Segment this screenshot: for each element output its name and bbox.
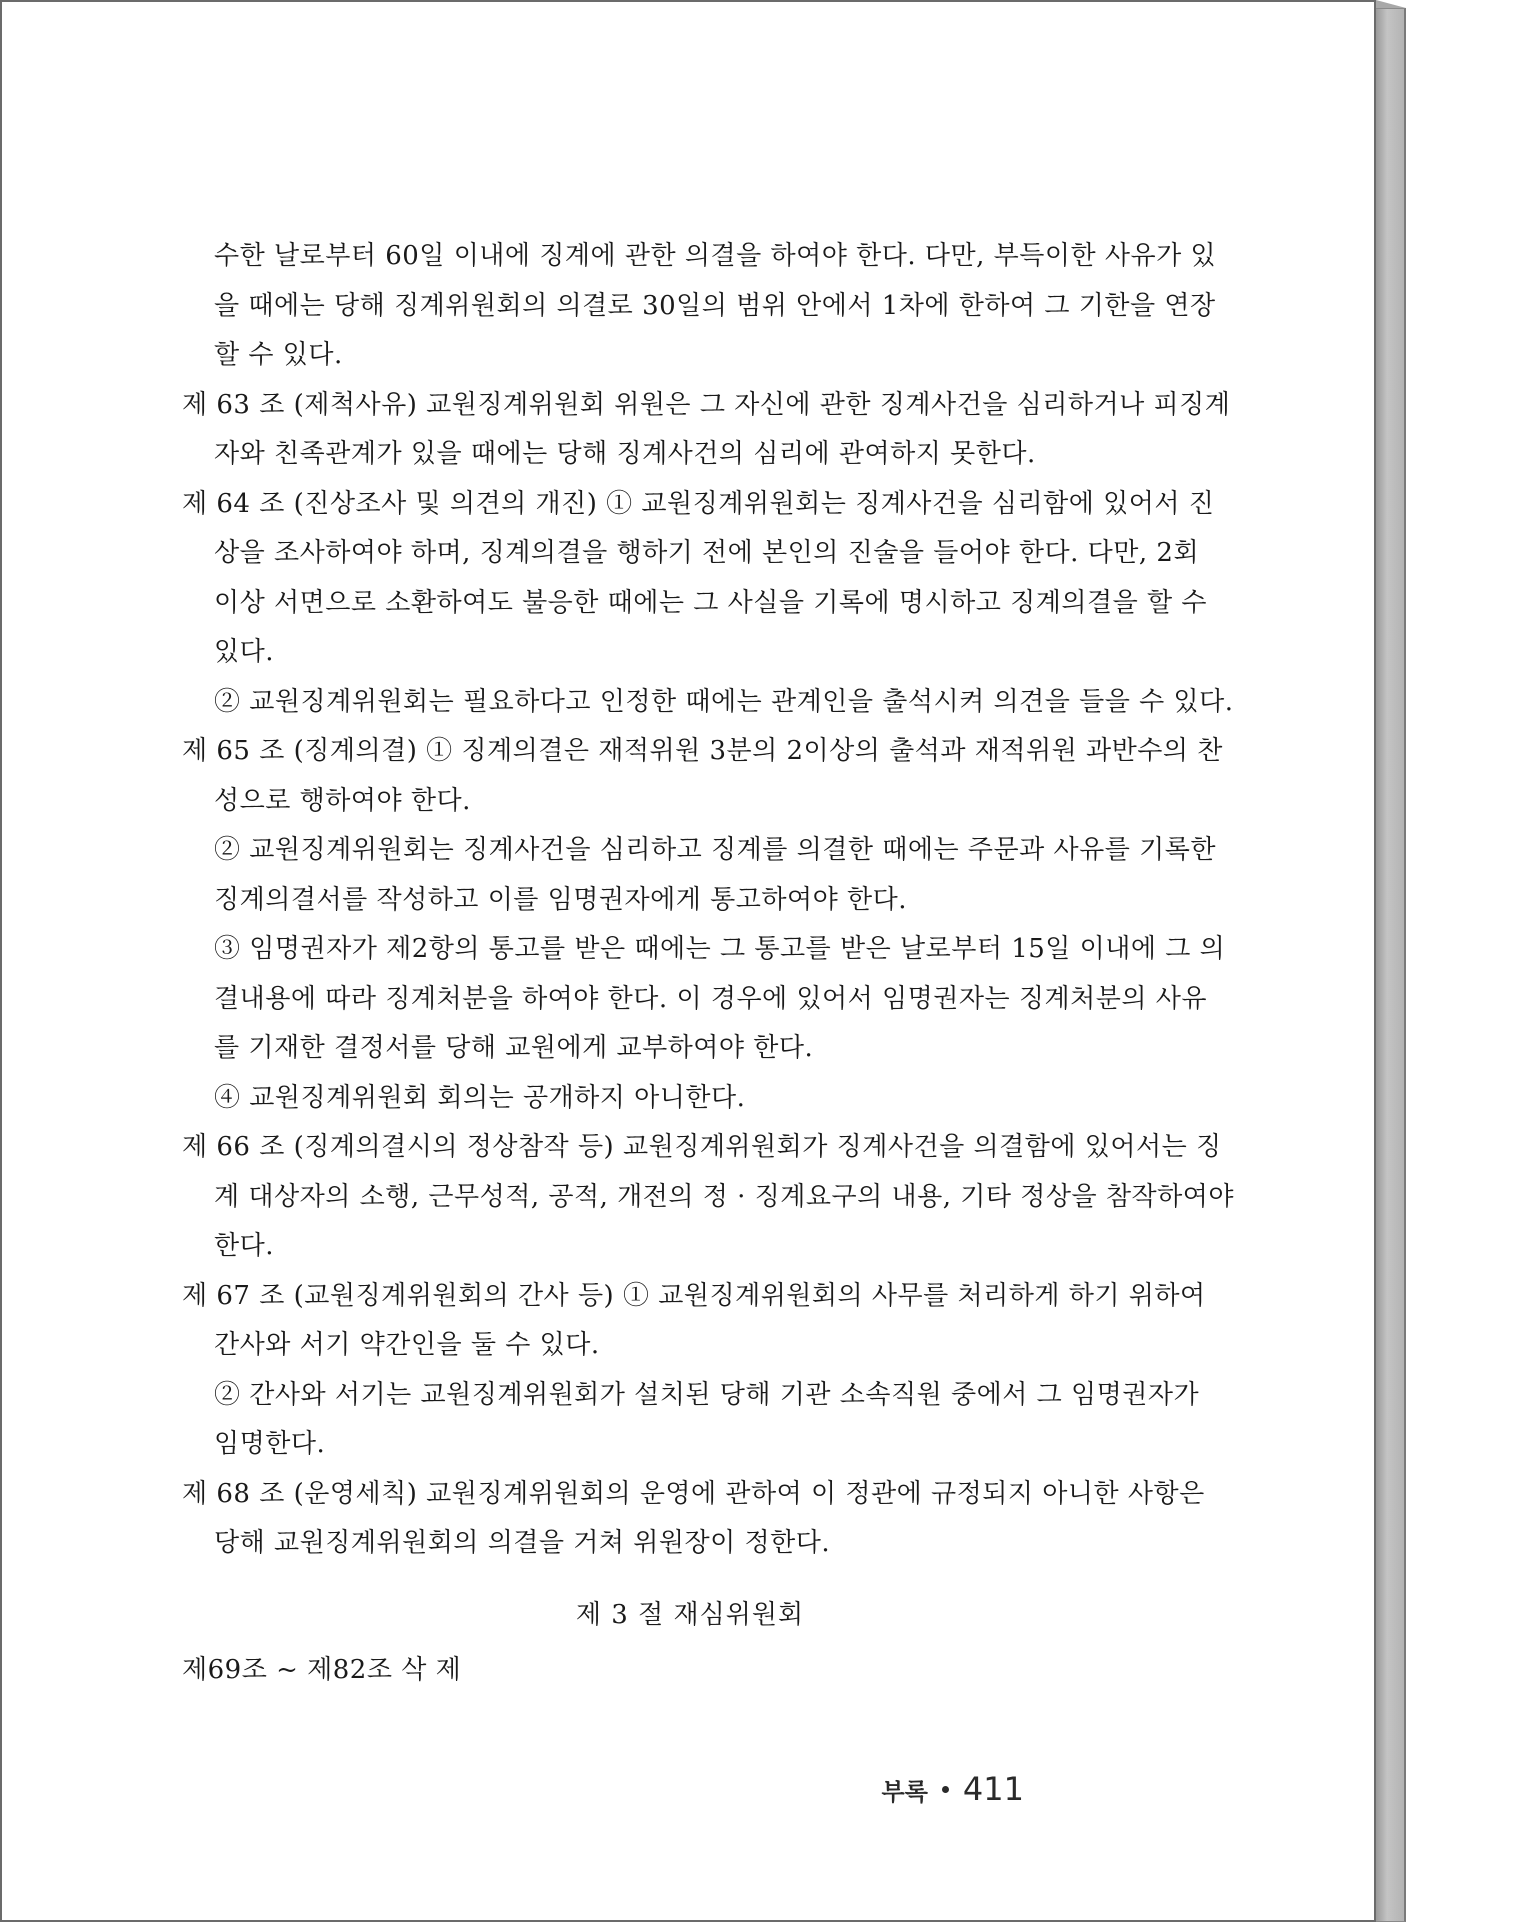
text-line: 을 때에는 당해 징계위원회의 의결로 30일의 범위 안에서 1차에 한하여 그 기한을 연장 [214, 290, 1216, 321]
text-line: 이상 서면으로 소환하여도 불응한 때에는 그 사실을 기록에 명시하고 징계의결을 할 수 [214, 587, 1207, 618]
paragraph [182, 232, 1217, 381]
text-line: 제 64 조 (진상조사 및 의견의 개진) ① 교원징계위원회는 징계사건을 심리함에 있어서 진 [182, 488, 1215, 519]
paragraph [182, 727, 1223, 826]
text-line: 성으로 행하여야 한다. [214, 785, 471, 816]
deleted-articles-note: 제69조 ~ 제82조 삭 제 [182, 1655, 462, 1685]
text-line: 임명한다. [214, 1429, 326, 1459]
text-line: ④ 교원징계위원회 회의는 공개하지 아니한다. [214, 1082, 746, 1113]
text-line: 제 67 조 (교원징계위원회의 간사 등) ① 교원징계위원회의 사무를 처리하게 하기 위하여 [182, 1280, 1206, 1311]
page-number: 411 [962, 1770, 1024, 1808]
text-line: 상을 조사하여야 하며, 징계의결을 행하기 전에 본인의 진술을 들어야 한다. 다만, 2회 [214, 538, 1200, 568]
page-footer [882, 1770, 1024, 1808]
paragraph [182, 678, 1234, 728]
paragraph [182, 1272, 1206, 1371]
text-line: 결내용에 따라 징계처분을 하여야 한다. 이 경우에 있어서 임명권자는 징계처분의 사유 [214, 983, 1207, 1014]
text-line: 있다. [214, 637, 274, 667]
paragraph [182, 480, 1215, 678]
text-line: ② 교원징계위원회는 징계사건을 심리하고 징계를 의결한 때에는 주문과 사유를 기록한 [214, 835, 1216, 865]
text-line: 한다. [214, 1231, 274, 1261]
page-edge-top [1376, 0, 1406, 8]
text-line: 를 기재한 결정서를 당해 교원에게 교부하여야 한다. [214, 1033, 814, 1063]
paragraph [182, 1074, 1172, 1124]
paragraph [182, 1123, 1234, 1272]
text-line: 제 66 조 (징계의결시의 정상참작 등) 교원징계위원회가 징계사건을 의결함에 있어서는 징 [182, 1132, 1222, 1162]
text-line: 징계의결서를 작성하고 이를 임명권자에게 통고하여야 한다. [214, 884, 907, 915]
text-line: 수한 날로부터 60일 이내에 징계에 관한 의결을 하여야 한다. 다만, 부득이한 사유가 있 [214, 241, 1217, 271]
text-line: 간사와 서기 약간인을 둘 수 있다. [214, 1330, 600, 1360]
paragraph [182, 381, 1231, 480]
text-line: 당해 교원징계위원회의 의결을 거쳐 위원장이 정한다. [214, 1528, 831, 1558]
document-body [182, 232, 1234, 1569]
text-line: ② 간사와 서기는 교원징계위원회가 설치된 당해 기관 소속직원 중에서 그 임명권자가 [214, 1379, 1200, 1410]
footer-label: 부록 [881, 1777, 928, 1806]
text-line: ③ 임명권자가 제2항의 통고를 받은 때에는 그 통고를 받은 날로부터 15일 이내에 그 의 [214, 934, 1226, 964]
text-line: ② 교원징계위원회는 필요하다고 인정한 때에는 관계인을 출석시켜 의견을 들을 수 있다. [214, 686, 1234, 717]
text-line: 계 대상자의 소행, 근무성적, 공적, 개전의 정 · 징계요구의 내용, 기타 정상을 참작하여야 [214, 1181, 1234, 1212]
text-line: 제 65 조 (징계의결) ① 징계의결은 재적위원 3분의 2이상의 출석과 재적위원 과반수의 찬 [182, 736, 1223, 766]
paragraph [182, 826, 1216, 925]
section-title: 제 3 절 재심위원회 [575, 1600, 805, 1630]
text-line: 자와 친족관계가 있을 때에는 당해 징계사건의 심리에 관여하지 못한다. [214, 439, 1036, 469]
paragraph [182, 1470, 1205, 1569]
text-line: 제 63 조 (제척사유) 교원징계위원회 위원은 그 자신에 관한 징계사건을 심리하거나 피징계 [182, 389, 1231, 420]
text-line: 제 68 조 (운영세칙) 교원징계위원회의 운영에 관하여 이 정관에 규정되지 아니한 사항은 [182, 1478, 1205, 1509]
page-edge [1376, 8, 1406, 1922]
paragraph [182, 925, 1226, 1074]
text-line: 할 수 있다. [214, 340, 343, 370]
bullet-dot-icon [942, 1786, 949, 1793]
paragraph [182, 1371, 1200, 1470]
